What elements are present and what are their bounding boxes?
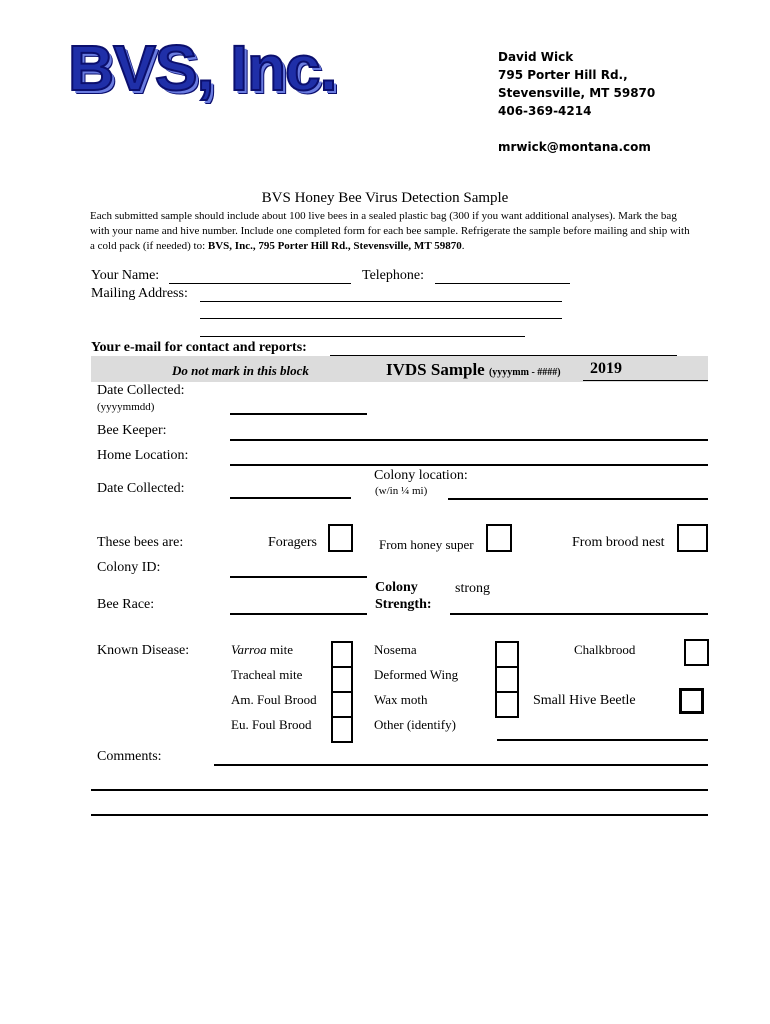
varroa-checkbox[interactable] [331,641,353,668]
your-name-label: Your Name: [91,268,160,283]
mailing-address-field-2[interactable] [200,318,562,319]
deformed-wing-label: Deformed Wing [374,667,459,682]
foragers-label: Foragers [268,535,317,550]
date-collected-2-label: Date Collected: [97,481,185,496]
colony-location-note: (w/in ¼ mi) [375,485,428,497]
shipping-address: BVS, Inc., 795 Porter Hill Rd., Stevensville, MT 59870 [207,240,462,252]
company-logo: BVS, Inc. [68,32,337,104]
eu-foul-brood-label: Eu. Foul Brood [231,717,312,732]
honey-super-label: From honey super [379,537,474,552]
date-collected-field[interactable] [230,413,367,415]
chalkbrood-checkbox[interactable] [684,639,709,666]
varroa-mite-label [231,642,293,658]
ivds-label: IVDS Sample [386,360,485,379]
comments-label: Comments: [97,749,162,764]
contact-address-line2: Stevensville, MT 59870 [498,86,656,100]
date-collected-2-field[interactable] [230,497,351,499]
bee-race-label: Bee Race: [97,597,155,612]
deformed-wing-checkbox[interactable] [495,666,519,693]
form-title: BVS Honey Bee Virus Detection Sample [261,190,509,206]
contact-address-line1: 795 Porter Hill Rd., [498,68,628,82]
date-collected-label: Date Collected: [97,383,185,398]
other-label: Other (identify) [374,717,456,732]
comments-field-1[interactable] [214,764,708,766]
contact-block [498,48,655,156]
other-disease-field[interactable] [497,739,708,741]
instructions-end: . [461,240,465,252]
contact-name: David Wick [498,50,574,64]
comments-field-2[interactable] [91,789,708,791]
colony-id-label: Colony ID: [97,560,161,575]
nosema-label: Nosema [374,642,417,657]
bee-keeper-field[interactable] [230,439,708,441]
ivds-format: (yyyymm - ####) [488,367,561,378]
known-disease-label: Known Disease: [97,643,190,658]
nosema-checkbox[interactable] [495,641,519,668]
bee-keeper-label: Bee Keeper: [97,423,167,438]
instructions-text: Each submitted sample should include about 100 live bees in a sealed plastic bag (300 if you want additional analyses). Mark the bag with your name and hive number. Include one completed form for each bee sample. Refrigerate the sample before mailing and ship with a cold pack (if needed) to: [90,210,690,252]
brood-nest-label: From brood nest [572,535,665,550]
tracheal-mite-label: Tracheal mite [231,667,303,682]
colony-location-label: Colony location: [374,468,468,483]
instructions [90,209,690,254]
bee-race-field[interactable] [230,613,367,615]
wax-moth-checkbox[interactable] [495,691,519,718]
eu-foul-brood-checkbox[interactable] [331,716,353,743]
colony-location-field[interactable] [448,498,708,500]
contact-phone: 406-369-4214 [498,104,592,118]
am-foul-brood-label: Am. Foul Brood [231,692,317,707]
comments-field-3[interactable] [91,814,708,816]
am-foul-brood-checkbox[interactable] [331,691,353,718]
your-name-field[interactable] [169,283,351,284]
date-format-hint: (yyyymmdd) [97,401,155,413]
tracheal-mite-checkbox[interactable] [331,666,353,693]
bees-are-label: These bees are: [97,535,184,550]
contact-email: mrwick@montana.com [498,140,651,154]
brood-nest-checkbox[interactable] [677,524,708,552]
wax-moth-label: Wax moth [374,692,428,707]
do-not-mark-note: Do not mark in this block [172,363,309,378]
small-hive-beetle-checkbox[interactable] [679,688,704,714]
colony-strength-field[interactable] [450,613,708,615]
colony-strength-label-2: Strength: [375,597,432,612]
ivds-year: 2019 [590,360,622,377]
strength-strong-label: strong [455,581,490,596]
chalkbrood-label: Chalkbrood [574,642,636,657]
ivds-number-field[interactable] [583,380,708,381]
colony-strength-label: Colony [375,580,418,595]
home-location-field[interactable] [230,464,708,466]
telephone-label: Telephone: [362,268,424,283]
small-hive-beetle-label: Small Hive Beetle [533,693,636,708]
telephone-field[interactable] [435,283,570,284]
ivds-sample-label [386,360,561,380]
honey-super-checkbox[interactable] [486,524,512,552]
foragers-checkbox[interactable] [328,524,353,552]
colony-id-field[interactable] [230,576,367,578]
mailing-address-field-3[interactable] [200,336,525,337]
mite-text: mite [266,642,293,657]
home-location-label: Home Location: [97,448,189,463]
varroa-text: Varroa [231,642,267,657]
mailing-address-field-1[interactable] [200,301,562,302]
mailing-address-label: Mailing Address: [91,286,188,301]
email-label: Your e-mail for contact and reports: [91,340,307,355]
